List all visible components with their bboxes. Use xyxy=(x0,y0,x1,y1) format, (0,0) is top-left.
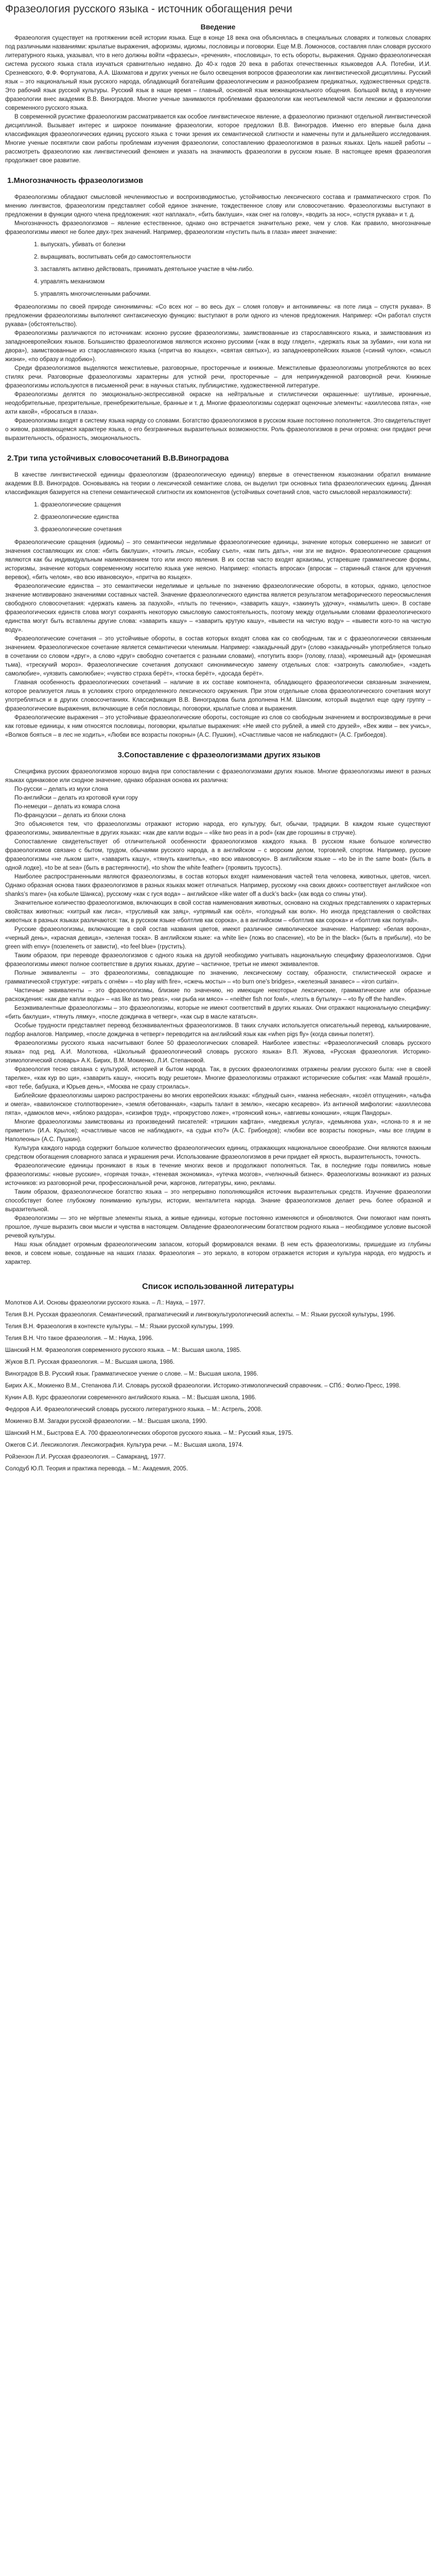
paragraph: Фразеологизмы — это не мёртвые элементы языка, а живые единицы, которые постоянно изменяются и обновляются. Они помогают нам понять прошлое, лучше выразить свои мысли и чувства в настоящем. Овладение фразеологическим богатством родного языка – необходимое условие высокой речевой культуры. xyxy=(5,1215,431,1239)
bibliography-item: Бирих А.К., Мокиенко В.М., Степанова Л.И. Словарь русской фразеологии. Историко-этимологический справочник. – СПб.: Фолио-Пресс, 1998. xyxy=(5,1383,401,1389)
introduction xyxy=(5,23,431,165)
paragraph: Полные эквиваленты – это фразеологизмы, совпадающие по значению, лексическому составу, образности, стилистической окраске и грамматической структуре: «играть с огнём» – «to play with fire», «сжечь мосты» – «to burn one’s bridges», «железный занавес» – «iron curtain». xyxy=(5,970,431,985)
list-item: 4. управлять механизмом xyxy=(34,279,105,285)
paragraph: По-немецки – делать из комара слона xyxy=(14,804,120,810)
introduction-heading: Введение xyxy=(200,23,236,31)
paragraph: По-французски – делать из блохи слона xyxy=(14,812,126,819)
paragraph: Частичные эквиваленты – это фразеологизмы, близкие по значению, но имеющие некоторые лексические, грамматические или образные расхождения: «как две капли воды» – «as like as two peas», «ни рыба ни мясо» – «neither fish nor fowl», «лезть в бутылку» – «to fly off the handle». xyxy=(5,988,431,1003)
bibliography-item: Шанский Н.М., Быстрова Е.А. 700 фразеологических оборотов русского языка. – М.: Русский язык, 1975. xyxy=(5,1430,293,1436)
paragraph: Это объясняется тем, что фразеологизмы отражают историю народа, его культуру, быт, обычаи, традиции. В каждом языке существуют фразеологизмы, эквивалентные в других языках: «как две капли воды» – «like two peas in a pod» (как две горошины в стручке). xyxy=(5,821,431,836)
paragraph: Многие фразеологизмы заимствованы из произведений писателей: «тришкин кафтан», «медвежья услуга», «демьянова уха», «слона-то я и не приметил» (И.А. Крылов); «счастливые часов не наблюдают», «а судьи кто?» (А.С. Грибоедов); «любви все возрасты покорны», «мы все глядим в Наполеоны» (А.С. Пушкин). xyxy=(5,1119,431,1143)
paragraph: Фразеологические сращения (идиомы) – это семантически неделимые фразеологические единицы, значение которых совершенно не зависит от значения составляющих их слов: «бить баклуши», «точить лясы», «собаку съел», «как пить дать», «ни зги не видно». Фразеологические сращения являются как бы индивидуальным наименованием того или иного явления. В их состав часто входят архаизмы, устаревшие грамматические формы, историзмы, значение которых современному носителю языка уже неясно. Например: «попасть впросак» (впросак – старинный станок для кручения веревок), «бить челом», «во всю ивановскую», «притча во языцех». xyxy=(5,539,431,581)
paragraph: Значительное количество фразеологизмов, включающих в свой состав наименования животных, основано на сходных представлениях о характерных свойствах животных: «хитрый как лиса», «трусливый как заяц», «упрямый как осёл», «голодный как волк». Но иногда представления о свойствах животных в разных языках различаются: так, в русском языке «болтлив как сорока», а в английском – «болтлив как сорока» и «болтлив как попугай». xyxy=(5,900,431,924)
paragraph: Особые трудности представляет перевод безэквивалентных фразеологизмов. В таких случаях используется описательный перевод, калькирование, подбор аналогов. Например, «после дождичка в четверг» переводится на английский язык как «when pigs fly» (когда свиньи полетят). xyxy=(5,1023,431,1038)
paragraph: Русские фразеологизмы, включающие в свой состав названия цветов, имеют различное символическое значение. Например: «белая ворона», «черный день», «красная девица», «зеленая тоска». В английском языке: «a white lie» (ложь во спасение), «to be in the black» (быть в прибыли), «to be green with envy» (позеленеть от зависти), «to feel blue» (грустить). xyxy=(5,926,431,950)
paragraph: В современной русистике фразеологизм рассматривается как особое лингвистическое явление, а фразеологию признают отдельной лингвистической дисциплиной. Вызывает интерес и широкое понимание фразеологии, которое предложил В.В. Виноградов. Именно его впервые была дана классификация фразеологических единиц русского языка с точки зрения их семантической слитности и намечены пути и дальнейшего исследования. Многие ученые посвятили свои работы проблемам изучения фразеологии, сопоставлению фразеологизмов в разных языках. Цель нашей работы – рассмотреть фразеологию как лингвистический феномен и указать на значимость фразеологии в русском языке. В настоящее время фразеология продолжает свое развитие. xyxy=(5,114,431,164)
paragraph: Фразеологизмы делятся по эмоционально-экспрессивной окраске на нейтральные и стилистически окрашенные: шутливые, ироничные, неодобрительные, презрительные, пренебрежительные, бранные и т. д. Многие фразеологизмы содержат оценочные элементы: «ахиллесова пята», «не ахти какой», «бросаться в глаза». xyxy=(5,392,431,415)
paragraph: Фразеологические сочетания – это устойчивые обороты, в состав которых входят слова как со свободным, так и с фразеологически связанным значением. Фразеологическое сочетание является семантически членимым. Например: «закадычный друг» (слово «закадычный» употребляется только в сочетании со словом «друг», а слово «друг» свободно сочетается с разными словами), «потупить взор» (голову, глаза), «кромешный ад» (кромешная тьма), «трескучий мороз». Фразеологические сочетания допускают синонимическую замену отдельных слов: «затронуть самолюбие», «задеть самолюбие», «уязвить самолюбие»; «чувство страха берёт», «тоска берёт», «досада берёт». xyxy=(5,636,431,677)
bibliography-item: Телия В.Н. Русская фразеология. Семантический, прагматический и лингвокультурологический аспекты. – М.: Языки русской культуры, 1996. xyxy=(5,1312,396,1318)
bibliography-item: Солодуб Ю.П. Теория и практика перевода. – М.: Академия, 2005. xyxy=(5,1466,188,1472)
bibliography-item: Молотков А.И. Основы фразеологии русского языка. – Л.: Наука, – 1977. xyxy=(5,1300,205,1306)
document-title: Фразеология русского языка - источник обогащения речи xyxy=(5,3,292,15)
paragraph: Главная особенность фразеологических сочетаний – наличие в их составе компонента, обладающего фразеологически связанным значением, которое реализуется лишь в условиях строго определенного лексического окружения. При этом отдельные слова фразеологического сочетания могут употребляться и в других словосочетаниях. Классификация В.В. Виноградова была дополнена Н.М. Шанским, который выделил еще одну группу – фразеологические выражения, включающие в себя пословицы, поговорки, крылатые слова и выражения. xyxy=(5,680,431,712)
list-item: 2. выращивать, воспитывать себя до самостоятельности xyxy=(34,254,191,260)
paragraph: Таким образом, при переводе фразеологизмов с одного языка на другой необходимо учитывать национальную специфику фразеологизмов. Одни фразеологизмы имеют полное соответствие в других языках, другие – частичное, третьи не имеют эквивалентов. xyxy=(5,953,431,968)
list-item: 1. выпускать, убивать от болезни xyxy=(34,242,126,248)
paragraph: В качестве лингвистической единицы фразеологизм (фразеологическую единицу) впервые в отечественном языкознании обратил внимание академик В.В. Виноградов. Основываясь на теории о лексической семантике слова, он выделил три основных типа фразеологических единиц. Данная классификация базируется на степени семантической слитности их компонентов (устойчивых сочетаний слов, часто смысловой неразложимости): xyxy=(5,472,431,496)
section xyxy=(5,176,431,443)
bibliography-list xyxy=(5,1299,431,1473)
paragraph: Специфика русских фразеологизмов хорошо видна при сопоставлении с фразеологизмами других языков. Многие фразеологизмы имеют в разных языках одинаковое или сходное значение, однако образная основа их различна: xyxy=(5,769,431,784)
section xyxy=(5,453,431,740)
section-heading: 2.Три типа устойчивых словосочетаний В.В.Виноградова xyxy=(7,454,229,463)
bibliography-item: Жуков В.П. Русская фразеология. – М.: Высшая школа, 1986. xyxy=(5,1359,175,1365)
numbered-list xyxy=(5,241,431,299)
paragraph: Сопоставление свидетельствует об отличительной особенности фразеологизмов каждого языка. В русском языке большое количество фразеологизмов связано с бытом, трудом, обычаями русского народа, а в английском – с морским делом, торговлей, спортом. Например, русские фразеологизмы «не лыком шит», «заварить кашу», «тянуть канитель», «во всю ивановскую». В английском языке – «to be in the same boat» (быть в одной лодке), «to be at sea» (быть в растерянности), «to show the white feather» (проявить трусость). xyxy=(5,839,431,871)
paragraph: По-английски – делать из кротовой кучи гору xyxy=(14,795,138,801)
paragraph: Фразеологизмы по своей природе синонимичны: «Со всех ног – во весь дух – сломя голову» и антонимичны: «в поте лица – спустя рукава». В предложении фразеологизмы выполняют синтаксическую функцию: выступают в роли одного из членов предложения. Например: «Он работал спустя рукава» (обстоятельство). xyxy=(5,304,431,328)
list-item: 1. фразеологические сращения xyxy=(34,502,121,508)
paragraph: По-русски – делать из мухи слона xyxy=(14,786,108,792)
paragraph: Таким образом, фразеологическое богатство языка – это непрерывно пополняющийся источник выразительных средств. Изучение фразеологии способствует более глубокому пониманию культуры, истории, менталитета народа. Знание фразеологизмов делает речь более образной и выразительной. xyxy=(5,1189,431,1213)
bibliography-item: Телия В.Н. Что такое фразеология. – М.: Наука, 1996. xyxy=(5,1335,153,1342)
list-item: 3. заставлять активно действовать, принимать деятельное участие в чём-либо. xyxy=(34,266,254,273)
section-heading: 1.Многозначность фразеологизмов xyxy=(7,176,144,185)
sections-container xyxy=(5,176,431,1267)
section xyxy=(5,750,431,1267)
paragraph: Наш язык обладает огромным фразеологическим запасом, который формировался веками. В нем есть фразеологизмы, пришедшие из глубины веков, и совсем новые, созданные на наших глазах. Фразеология – это зеркало, в котором отражается история и культура народа, его мудрость и характер. xyxy=(5,1242,431,1265)
paragraph: Библейские фразеологизмы широко распространены во многих европейских языках: «блудный сын», «манна небесная», «козёл отпущения», «альфа и омега», «вавилонское столпотворение», «земля обетованная», «зарыть талант в землю», «кесарю кесарево». Из античной мифологии: «ахиллесова пята», «дамоклов меч», «яблоко раздора», «сизифов труд», «прокрустово ложе», «троянский конь», «авгиевы конюшни», «ящик Пандоры». xyxy=(5,1093,431,1116)
paragraph: Фразеология тесно связана с культурой, историей и бытом народа. Так, в русских фразеологизмах отражены реалии русского быта: «не в своей тарелке», «как кур во щи», «заварить кашу», «носить воду решетом». Многие фразеологизмы отражают исторические события: «как Мамай прошёл», «вот тебе, бабушка, и Юрьев день», «Москва не сразу строилась». xyxy=(5,1066,431,1090)
paragraph: Фразеологизмы различаются по источникам: исконно русские фразеологизмы, заимствованные из старославянского языка, и заимствования из западноевропейских языков. Большинство фразеологизмов являются исконно русскими («как в воду глядел», «держать язык за зубами», «ни кола ни двора»), заимствованные из старославянского языка («притча во языцех», «святая святых»), из западноевропейских языков («синий чулок», «смысл жизни», «по образу и подобию»). xyxy=(5,330,431,363)
paragraph: Среди фразеологизмов выделяются межстилевые, разговорные, просторечные и книжные. Межстилевые фразеологизмы употребляются во всех стилях речи. Разговорные фразеологизмы характерны для устной речи, просторечные – для непринужденной разговорной речи. Книжные фразеологизмы используются в письменной речи: в научных статьях, публицистике, художественной литературе. xyxy=(5,365,431,389)
paragraph: Фразеологические единства – это семантически неделимые и цельные по значению фразеологические обороты, в которых, однако, целостное значение мотивировано значениями составных частей. Значение фразеологического единства является результатом метафорического переосмысления свободного словосочетания: «держать камень за пазухой», «плыть по течению», «заварить кашу», «закинуть удочку», «намылить шею». В составе фразеологических единств слова могут сохранять некоторую смысловую самостоятельность, поэтому между отдельными словами фразеологического единства могут быть вставлены другие слова: «заварить кашу» – «заварить крутую кашу», «вывести на чистую воду» – «вывести кого-то на чистую воду». xyxy=(5,583,431,633)
bibliography-item: Телия В.Н. Фразеология в контексте культуры. – М.: Языки русской культуры, 1999. xyxy=(5,1324,234,1330)
numbered-list xyxy=(5,501,431,534)
paragraph: Фразеологические единицы проникают в язык в течение многих веков и продолжают пополняться. Так, в последние годы появились новые фразеологизмы: «новые русские», «горячая точка», «теневая экономика», «утечка мозгов», «челночный бизнес». Фразеологизмы возникают из разных источников: из разговорной речи, профессиональной речи, жаргонов, литературы, кино, рекламы. xyxy=(5,1163,431,1187)
paragraph: Культура каждого народа содержит большое количество фразеологических единиц, отражающих национальное своеобразие. Они являются важным средством обогащения словарного запаса и украшения речи. Использование фразеологизмов в речи придает ей яркость, выразительность, точность. xyxy=(5,1145,431,1160)
paragraph: Безэквивалентные фразеологизмы – это фразеологизмы, которые не имеют соответствий в других языках. Они отражают национальную специфику: «бить баклуши», «тянуть лямку», «после дождичка в четверг», «как сыр в масле кататься». xyxy=(5,1005,431,1020)
bibliography-item: Ройзензон Л.И. Русская фразеология. – Самарканд, 1977. xyxy=(5,1454,166,1460)
section-heading: 3.Сопоставление с фразеологизмами других языков xyxy=(117,751,321,759)
paragraph: Фразеологизмы русского языка насчитывают более 50 фразеологических словарей. Наиболее известны: «Фразеологический словарь русского языка» под ред. А.И. Молоткова, «Школьный фразеологический словарь русского языка» В.П. Жукова, «Русская фразеология. Историко-этимологический словарь» А.К. Бирих, В.М. Мокиенко, Л.И. Степановой. xyxy=(5,1040,431,1064)
paragraph: Многозначность фразеологизмов – явление естественное, однако оно встречается значительно реже, чем у слов. Как правило, многозначные фразеологизмы имеют не более двух-трех значений. Например, фразеологизм «пустить пыль в глаза» имеет значение: xyxy=(5,221,431,235)
list-item: 5. управлять многочисленными рабочими. xyxy=(34,291,151,297)
list-item: 2. фразеологические единства xyxy=(34,514,119,520)
paragraph: Наиболее распространенными являются фразеологизмы, в состав которых входят наименования частей тела человека, животных, цветов, чисел. Однако образная основа таких фразеологизмов в разных языках может отличаться. Например, русскому «на своих двоих» соответствует английское «on shanks’s mare» (на кобыле Шанкса), русскому «как с гуся вода» – английское «like water off a duck’s back» (как вода со спины утки). xyxy=(5,874,431,897)
bibliography xyxy=(5,1282,431,1473)
paragraph: Фразеологизмы входят в систему языка наряду со словами. Богатство фразеологизмов в русском языке постоянно пополняется. Это свидетельствует о живом, развивающемся характере языка, о его безграничных выразительных возможностях. Роль фразеологизмов в речи огромна: они придают речи выразительность, образность, эмоциональность. xyxy=(5,418,431,442)
paragraph: Фразеологизмы обладают смысловой нечленимостью и воспроизводимостью, устойчивостью лексического состава и грамматического строя. По мнению лингвистов, фразеологизм представляет собой единое значение, тождественное слову или словосочетанию. Фразеологизмы выступают в предложении в функции одного члена предложения: «кот наплакал», «бить баклуши», «как снег на голову», «водить за нос», «спустя рукава» и т. д. xyxy=(5,194,431,218)
bibliography-item: Шанский Н.М. Фразеология современного русского языка. – М.: Высшая школа, 1985. xyxy=(5,1347,241,1353)
bibliography-item: Федоров А.И. Фразеологический словарь русского литературного языка. – М.: Астрель, 2008. xyxy=(5,1406,263,1413)
bibliography-item: Кунин А.В. Курс фразеологии современного английского языка. – М.: Высшая школа, 1986. xyxy=(5,1395,256,1401)
bibliography-item: Ожегов С.И. Лексикология. Лексикография. Культура речи. – М.: Высшая школа, 1974. xyxy=(5,1442,243,1448)
paragraph: Фразеология существует на протяжении всей истории языка. Еще в конце 18 века она объяснялась в специальных словарях и толковых словарях под различными названиями: крылатые выражения, афоризмы, идиомы, пословицы и поговорки. Еще М.В. Ломоносов, составляя план словаря русского литературного языка, указывал, что в него должны войти «фразесы», «речения», «пословицы», то есть обороты, выражения. Однако фразеологическая система русского языка стала изучаться сравнительно недавно. До 40-х годов 20 века в работах отечественных языковедов А.А. Потебни, И.И. Срезневского, Ф.Ф. Фортунатова, А.А. Шахматова и других ученых не было освещения вопросов фразеологии как лингвистической дисциплины. Русский язык – это национальный язык русского народа, обладающий богатейшим фразеологическим и разнообразием предикатных, художественных средств. Это рабочий язык русской культуры. Русский язык в наше время – главный, основной язык межнационального общения. Большой вклад в изучение фразеологии внес академик В.В. Виноградов. Многие ученые занимаются проблемами фразеологии как неотъемлемой части лексики и фразеологии современного русского языка. xyxy=(5,35,431,111)
bibliography-item: Мокиенко В.М. Загадки русской фразеологии. – М.: Высшая школа, 1990. xyxy=(5,1418,207,1425)
document-page xyxy=(0,2,436,1473)
list-item: 3. фразеологические сочетания xyxy=(34,527,122,533)
paragraph: Фразеологические выражения – это устойчивые фразеологические обороты, состоящие из слов со свободным значением и воспроизводимые в речи как готовые единицы, к ним относятся пословицы, поговорки, крылатые выражения: «Не имей сто рублей, а имей сто друзей», «Век живи – век учись», «Волков бояться – в лес не ходить», «Любви все возрасты покорны» (А.С. Пушкин), «Счастливые часов не наблюдают» (А.С. Грибоедов). xyxy=(5,715,431,738)
bibliography-heading: Список использованной литературы xyxy=(142,1282,294,1291)
bibliography-item: Виноградов В.В. Русский язык. Грамматическое учение о слове. – М.: Высшая школа, 1986. xyxy=(5,1371,258,1377)
